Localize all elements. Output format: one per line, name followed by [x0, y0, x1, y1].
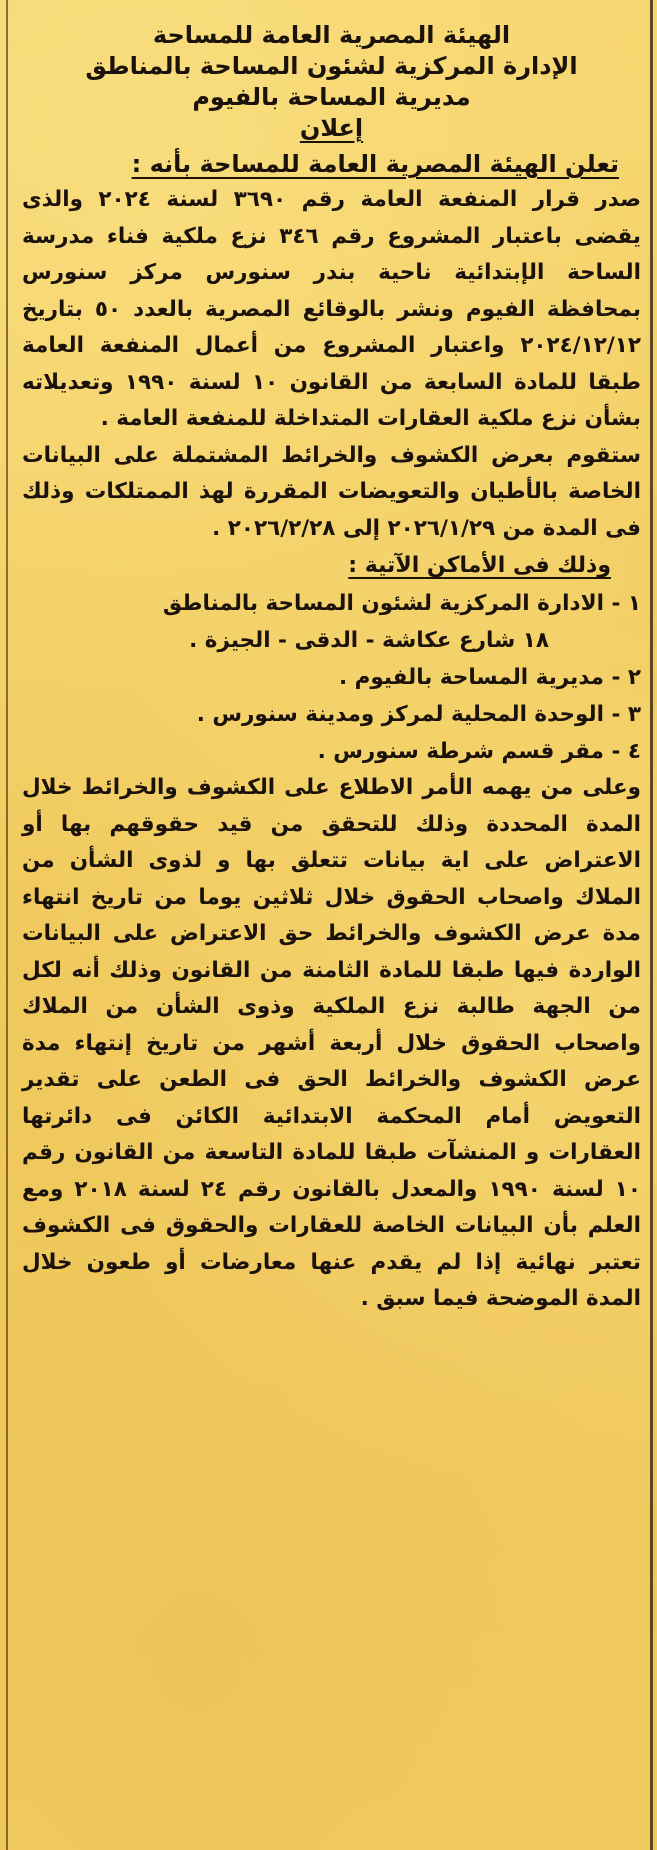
- place-text: الوحدة المحلية لمركز ومدينة سنورس .: [196, 702, 604, 727]
- place-item-4: [22, 733, 641, 770]
- place-number: ٤ -: [611, 739, 641, 764]
- decree-paragraph: صدر قرار المنفعة العامة رقم ٣٦٩٠ لسنة ٢٠٢٤ والذى يقضى باعتبار المشروع رقم ٣٤٦ نزع ملكية فناء مدرسة الساحة الإبتدائية ناحية بندر سنورس مركز سنورس بمحافظة الفيوم ونشر بالوقائع المصرية بالعدد ٥٠ بتاريخ ٢٠٢٤/١٢/١٢ واعتبار المشروع من أعمال المنفعة العامة طبقا للمادة السابعة من القانون ١٠ لسنة ١٩٩٠ وتعديلاته بشأن نزع ملكية العقارات المتداخلة للمنفعة العامة .: [22, 187, 641, 431]
- announcement-title: إعلان: [299, 114, 364, 142]
- rights-paragraph: وعلى من يهمه الأمر الاطلاع على الكشوف والخرائط خلال المدة المحددة وذلك للتحقق من قيد حقوقهم بها أو الاعتراض على اية بيانات تتعلق بها و لذوى الشأن من الملاك واصحاب الحقوق خلال ثلاثين يوما من تاريخ انتهاء مدة عرض الكشوف والخرائط حق الاعتراض على البيانات الواردة فيها طبقا للمادة الثامنة من القانون وذلك أنه لكل من الجهة طالبة نزع الملكية وذوى الشأن من الملاك واصحاب الحقوق خلال أربعة أشهر من تاريخ إنتهاء مدة عرض الكشوف والخرائط الحق فى الطعن على تقدير التعويض أمام المحكمة الابتدائية الكائن فى دائرتها العقارات و المنشآت طبقا للمادة التاسعة من القانون رقم ١٠ لسنة ١٩٩٠ والمعدل بالقانون رقم ٢٤ لسنة ٢٠١٨ ومع العلم بأن البيانات الخاصة للعقارات والحقوق فى الكشوف تعتبر نهائية إذا لم يقدم عنها معارضات أو طعون خلال المدة الموضحة فيما سبق .: [22, 775, 641, 1311]
- place-number: ٣ -: [611, 702, 641, 727]
- place-number: ١ -: [611, 591, 641, 616]
- place-text: الادارة المركزية لشئون المساحة بالمناطق: [162, 591, 604, 616]
- intro-line: تعلن الهيئة المصرية العامة للمساحة بأنه :: [131, 150, 619, 178]
- central-administration-name: الإدارة المركزية لشئون المساحة بالمناطق: [85, 52, 578, 80]
- place-number: ٢ -: [611, 665, 641, 690]
- authority-name: الهيئة المصرية العامة للمساحة: [152, 21, 511, 49]
- directorate-name: مديرية المساحة بالفيوم: [192, 83, 471, 111]
- place-item-2: [22, 659, 641, 696]
- place-item-3: [22, 696, 641, 733]
- place-address: ١٨ شارع عكاشة - الدقى - الجيزة .: [189, 628, 549, 653]
- header: [22, 20, 641, 144]
- places-title: وذلك فى الأماكن الآتية :: [348, 553, 611, 578]
- place-text: مقر قسم شرطة سنورس .: [317, 739, 604, 764]
- display-period-paragraph: ستقوم بعرض الكشوف والخرائط المشتملة على البيانات الخاصة بالأطيان والتعويضات المقررة لهذ الممتلكات وذلك فى المدة من ٢٠٢٦/١/٢٩ إلى ٢٠٢٦/٢/٢٨ .: [22, 442, 641, 541]
- place-item-1: [22, 585, 641, 659]
- places-list: [22, 585, 641, 770]
- place-text: مديرية المساحة بالفيوم .: [338, 665, 604, 690]
